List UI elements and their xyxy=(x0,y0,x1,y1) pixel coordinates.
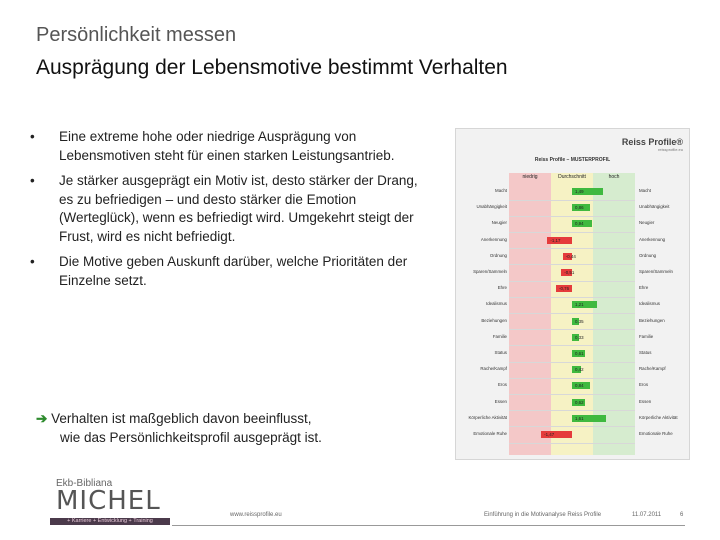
profile-row xyxy=(456,249,689,264)
motive-value: 0,86 xyxy=(575,205,584,211)
bullet-icon: • xyxy=(30,173,35,188)
bullet-item: • Die Motive geben Auskunft darüber, welche Prioritäten der Einzelne setzt. xyxy=(30,254,408,288)
motive-label-right: Eros xyxy=(639,382,649,388)
motive-label-left: Anerkennung xyxy=(480,236,507,242)
motive-label-left: Essen xyxy=(494,398,507,404)
motive-label-right: Essen xyxy=(639,398,652,404)
motive-value: 0,84 xyxy=(575,383,584,389)
profile-row xyxy=(456,233,689,248)
slide-subtitle: Persönlichkeit messen xyxy=(36,24,237,46)
column-average: Durchschnitt xyxy=(551,173,593,182)
motive-value: 0,61 xyxy=(575,351,584,356)
footer-divider xyxy=(172,525,685,526)
profile-row xyxy=(456,216,689,231)
profile-row xyxy=(456,330,689,345)
motive-label-right: Emotionale Ruhe xyxy=(639,431,673,436)
motive-value: 0,33 xyxy=(575,334,584,340)
motive-label-left: Rache/Kampf xyxy=(480,366,507,372)
footer-page-number: 6 xyxy=(680,512,684,518)
motive-value: 0,35 xyxy=(575,318,584,324)
bullet-icon: • xyxy=(30,254,35,269)
motive-label-right: Status xyxy=(639,350,652,355)
motive-label-left: Emotionale Ruhe xyxy=(473,431,507,436)
profile-row xyxy=(456,265,689,280)
profile-row xyxy=(456,200,689,215)
motive-label-left: Eros xyxy=(497,382,507,388)
footer-date: 11.07.2011 xyxy=(632,512,662,518)
profile-row xyxy=(456,346,689,361)
profile-row xyxy=(456,314,689,329)
profile-row xyxy=(456,362,689,377)
motive-label-left: Status xyxy=(494,350,507,355)
profile-row xyxy=(456,297,689,312)
bullet-list xyxy=(30,128,435,297)
motive-value: 1,61 xyxy=(575,415,584,421)
profile-row xyxy=(456,184,689,199)
motive-label-right: Rache/Kampf xyxy=(639,366,666,372)
motive-label-left: Familie xyxy=(492,333,507,339)
motive-label-left: Beziehungen xyxy=(481,317,507,323)
column-high: hoch xyxy=(593,173,635,182)
motive-label-right: Anerkennung xyxy=(639,236,666,242)
motive-label-right: Beziehungen xyxy=(639,317,665,323)
motive-value: 0,94 xyxy=(575,221,584,227)
profile-row xyxy=(456,378,689,393)
motive-value: -0,76 xyxy=(559,286,570,292)
profile-row xyxy=(456,395,689,410)
bullet-icon: • xyxy=(30,129,35,144)
arrow-right-icon: ➔ xyxy=(36,411,48,426)
michel-logo: Ekb-Bibliana MICHEL + Karriere + Entwicklung + Training xyxy=(50,478,170,526)
motive-label-right: Neugier xyxy=(639,220,655,226)
motive-label-left: Ordnung xyxy=(489,252,507,258)
slide-title: Ausprägung der Lebensmotive bestimmt Verhalten xyxy=(36,56,508,79)
motive-label-right: Familie xyxy=(639,333,654,339)
motive-label-left: Unabhängigkeit xyxy=(476,204,507,210)
motive-label-left: Ehre xyxy=(497,285,507,291)
motive-value: -0,44 xyxy=(565,253,576,259)
reiss-profile-chart xyxy=(455,128,690,460)
motive-value: -0,51 xyxy=(564,270,575,275)
motive-label-right: Ehre xyxy=(639,285,649,291)
motive-label-left: Neugier xyxy=(491,220,507,226)
motive-label-left: Idealismus xyxy=(486,301,507,307)
motive-label-left: Sparen/Sammeln xyxy=(473,269,507,274)
motive-value: 0,42 xyxy=(575,367,584,373)
column-low: niedrig xyxy=(509,173,551,182)
profile-title: Reiss Profile – MUSTERPROFIL xyxy=(534,157,611,163)
motive-value: -1,17 xyxy=(550,237,561,243)
reiss-profile-logo: Reiss Profile® reissprofile.eu xyxy=(621,137,683,152)
motive-label-left: Körperliche Aktivität xyxy=(468,414,507,420)
profile-row xyxy=(456,281,689,296)
footer-url: www.reissprofile.eu xyxy=(230,512,282,518)
motive-value: 1,49 xyxy=(575,189,584,194)
motive-value: -1,47 xyxy=(544,432,555,437)
footer-topic: Einführung in die Motivanalyse Reiss Profile xyxy=(484,512,602,518)
conclusion-text: ➔ Verhalten ist maßgeblich davon beeinflusst, wie das Persönlichkeitsprofil ausgeprägt ist. xyxy=(36,411,322,445)
row-divider xyxy=(509,443,635,444)
bullet-item: • Je stärker ausgeprägt ein Motiv ist, desto stärker der Drang, es zu befriedigen – und desto stärker die Emotion (Werteglück), wenn es befriedigt wird. Umgekehrt steigt der Frust, wird es nicht befriedigt. xyxy=(30,173,418,244)
profile-row xyxy=(456,427,689,442)
motive-value: 1,21 xyxy=(575,302,584,308)
motive-label-right: Ordnung xyxy=(639,252,657,258)
motive-label-right: Sparen/Sammeln xyxy=(639,269,673,274)
motive-value: 0,62 xyxy=(575,399,584,405)
motive-label-left: Macht xyxy=(495,188,507,193)
profile-row xyxy=(456,411,689,426)
motive-label-right: Idealismus xyxy=(639,301,660,307)
motive-label-right: Macht xyxy=(639,188,651,193)
motive-label-right: Körperliche Aktivität xyxy=(639,414,678,420)
bullet-item: • Eine extreme hohe oder niedrige Ausprägung von Lebensmotiven steht für einen starken Leistungsantrieb. xyxy=(30,129,395,163)
motive-label-right: Unabhängigkeit xyxy=(639,204,670,210)
